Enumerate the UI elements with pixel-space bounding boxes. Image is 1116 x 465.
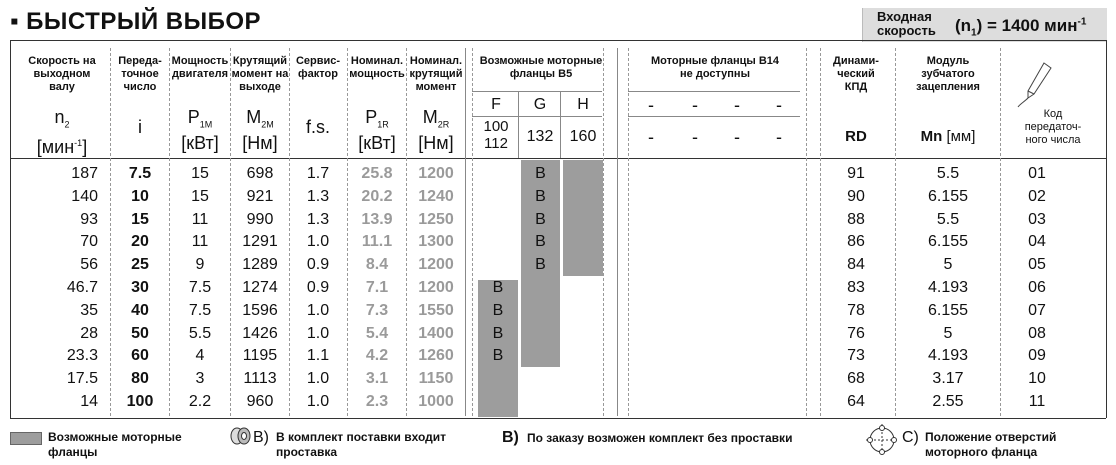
cell-m2m: 698 xyxy=(246,165,274,182)
cell-fs: 1.1 xyxy=(306,347,330,365)
b5-letter-f: F xyxy=(491,96,501,113)
header-b5: Возможные моторные фланцы B5 xyxy=(479,55,603,80)
cell-p1m: 2.2 xyxy=(188,393,212,410)
b14-dash: - xyxy=(734,127,740,147)
cell-rd: 91 xyxy=(847,165,865,182)
cell-i: 100 xyxy=(126,393,154,410)
cell-m2r: 1300 xyxy=(418,233,454,251)
column-divider xyxy=(465,48,466,416)
input-speed-label-1: Входная xyxy=(877,9,932,24)
header-rule xyxy=(10,158,1106,159)
cell-rd: 64 xyxy=(847,393,865,410)
cell-rd: 78 xyxy=(847,301,865,319)
cell-p1m: 15 xyxy=(191,165,209,182)
pen-icon xyxy=(1014,60,1054,108)
b5-size-f: 100 112 xyxy=(483,118,509,152)
cell-n2: 28 xyxy=(80,324,98,342)
cell-m2r: 1150 xyxy=(418,370,454,388)
cell-m2m: 1195 xyxy=(242,347,278,365)
b5-rule xyxy=(472,116,602,117)
cell-fs: 1.0 xyxy=(306,393,330,410)
input-speed-value: $(n_1) = 1400$ мин$^{-1}$ xyxy=(955,16,1087,39)
cell-m2r: 1000 xyxy=(418,393,454,410)
cell-code: 02 xyxy=(1028,187,1046,205)
cell-p1r: 25.8 xyxy=(361,165,393,182)
symbol-fs: f.s. xyxy=(305,117,330,137)
b14-dash: - xyxy=(776,127,782,147)
b14-dash: - xyxy=(776,95,782,115)
cell-mn: 5 xyxy=(943,324,953,342)
cell-p1m: 4 xyxy=(195,347,205,365)
cell-rd: 83 xyxy=(847,279,865,296)
legend-with-spacer: В комплект поставки входит проставка xyxy=(276,430,447,459)
cell-rd: 90 xyxy=(847,187,865,205)
cell-m2m: 1289 xyxy=(242,256,278,274)
cell-m2r: 1200 xyxy=(418,165,454,182)
cell-p1r: 20.2 xyxy=(361,187,393,205)
flange-h-bar xyxy=(563,160,603,276)
cell-mn: 6.155 xyxy=(927,233,969,251)
cell-n2: 46.7 xyxy=(66,279,98,296)
cell-mn: 5 xyxy=(943,256,953,274)
cell-mn: 5.5 xyxy=(936,165,960,182)
b14-dash: - xyxy=(648,95,654,115)
cell-m2m: 1291 xyxy=(242,233,278,251)
cell-fs: 1.0 xyxy=(306,233,330,251)
cell-f: B xyxy=(492,301,504,319)
b5-size-h: 160 xyxy=(569,128,597,145)
cell-mn: 6.155 xyxy=(927,301,969,319)
legend-b-symbol: B) xyxy=(253,429,269,446)
cell-rd: 68 xyxy=(847,370,865,388)
cell-m2r: 1250 xyxy=(418,210,454,228)
cell-g: B xyxy=(535,256,546,274)
input-speed-box xyxy=(862,8,1107,42)
cell-p1r: 8.4 xyxy=(365,256,389,274)
cell-mn: 5.5 xyxy=(936,210,960,228)
header-b14: Моторные фланцы B14 не доступны xyxy=(651,55,779,80)
cell-i: 80 xyxy=(131,370,149,388)
cell-mn: 4.193 xyxy=(927,347,969,365)
symbol-p1m: $P_{1M}$ [кВт] xyxy=(181,107,219,153)
cell-m2m: 921 xyxy=(246,187,274,205)
column-divider xyxy=(518,92,519,158)
cell-p1m: 7.5 xyxy=(188,301,212,319)
cell-i: 15 xyxy=(131,210,149,228)
column-divider xyxy=(806,48,807,416)
header-m2r: Номинал. крутящий момент xyxy=(409,55,463,93)
legend-c-symbol: C) xyxy=(902,429,919,446)
spacer-icon xyxy=(228,426,254,446)
column-divider xyxy=(472,48,473,416)
input-speed-label-2: скорость xyxy=(877,23,936,38)
b5-rule xyxy=(472,91,602,92)
cell-m2m: 1113 xyxy=(243,370,277,388)
legend-b-only: B) xyxy=(502,429,519,446)
cell-fs: 1.3 xyxy=(306,187,330,205)
header-p1m: Мощность двигателя xyxy=(171,55,229,80)
cell-m2r: 1550 xyxy=(418,301,454,319)
cell-p1m: 3 xyxy=(195,370,205,388)
column-divider xyxy=(1000,48,1001,416)
legend-possible-flanges: Возможные моторные фланцы xyxy=(48,430,182,459)
symbol-mn: Mn [мм] xyxy=(920,128,976,145)
cell-rd: 76 xyxy=(847,324,865,342)
cell-m2m: 1596 xyxy=(242,301,278,319)
flange-holes-icon xyxy=(862,422,902,458)
b14-rule xyxy=(628,116,800,117)
header-n2: Скорость на выходном валу xyxy=(28,55,96,93)
cell-mn: 2.55 xyxy=(932,393,964,410)
cell-code: 03 xyxy=(1028,210,1046,228)
cell-p1m: 11 xyxy=(191,210,209,228)
column-divider xyxy=(560,92,561,158)
cell-i: 10 xyxy=(131,187,149,205)
cell-fs: 1.3 xyxy=(306,210,330,228)
cell-m2r: 1200 xyxy=(418,256,454,274)
cell-m2m: 960 xyxy=(246,393,274,410)
cell-n2: 187 xyxy=(71,165,98,182)
b14-dash: - xyxy=(692,95,698,115)
cell-g: B xyxy=(535,233,546,251)
column-divider xyxy=(895,48,896,416)
cell-code: 10 xyxy=(1028,370,1046,388)
cell-i: 30 xyxy=(131,279,149,296)
cell-code: 04 xyxy=(1028,233,1046,251)
cell-code: 01 xyxy=(1028,165,1046,182)
cell-rd: 88 xyxy=(847,210,865,228)
cell-mn: 4.193 xyxy=(927,279,969,296)
legend-without-spacer: По заказу возможен комплект без проставки xyxy=(527,431,793,445)
cell-rd: 73 xyxy=(847,347,865,365)
b14-dash: - xyxy=(692,127,698,147)
table-left-border xyxy=(10,40,11,418)
cell-p1r: 5.4 xyxy=(365,324,389,342)
cell-m2m: 990 xyxy=(246,210,274,228)
symbol-m2m: $M_{2M}$ [Нм] xyxy=(242,107,278,153)
cell-p1r: 7.1 xyxy=(365,279,389,296)
header-mn: Модуль зубчатого зацепления xyxy=(916,55,980,93)
top-rule xyxy=(10,40,1106,41)
cell-rd: 86 xyxy=(847,233,865,251)
cell-fs: 1.7 xyxy=(306,165,330,182)
cell-fs: 1.0 xyxy=(306,370,330,388)
cell-i: 20 xyxy=(131,233,149,251)
header-i: Переда- точное число xyxy=(118,55,162,93)
b5-letter-h: H xyxy=(577,96,589,113)
header-fs: Сервис- фактор xyxy=(295,55,341,80)
legend-swatch xyxy=(10,432,42,445)
column-divider xyxy=(628,48,629,416)
cell-f: B xyxy=(492,279,504,296)
cell-p1m: 9 xyxy=(195,256,205,274)
cell-code: 09 xyxy=(1028,347,1046,365)
header-m2m: Крутящий момент на выходе xyxy=(231,55,289,93)
symbol-i: i xyxy=(138,117,142,137)
symbol-n2: $n_2$ [мин$^{-1}$] xyxy=(36,107,88,157)
page-title: ▪ БЫСТРЫЙ ВЫБОР xyxy=(10,8,261,35)
cell-i: 25 xyxy=(131,256,149,274)
cell-m2m: 1426 xyxy=(242,324,278,342)
column-divider xyxy=(1106,40,1107,418)
symbol-m2r: $M_{2R}$ [Нм] xyxy=(418,107,454,153)
cell-m2r: 1260 xyxy=(418,347,454,365)
cell-code: 07 xyxy=(1028,301,1046,319)
cell-n2: 35 xyxy=(80,301,98,319)
legend-holes: Положение отверстий моторного фланца xyxy=(925,430,1057,459)
symbol-p1r: $P_{1R}$ [кВт] xyxy=(358,107,396,153)
cell-n2: 14 xyxy=(80,393,98,410)
cell-code: 05 xyxy=(1028,256,1046,274)
cell-m2r: 1240 xyxy=(418,187,454,205)
cell-p1r: 13.9 xyxy=(361,210,393,228)
cell-n2: 70 xyxy=(80,233,98,251)
cell-m2r: 1200 xyxy=(418,279,454,296)
cell-p1m: 11 xyxy=(191,233,209,251)
column-divider xyxy=(603,48,604,416)
cell-i: 40 xyxy=(131,301,149,319)
cell-p1m: 7.5 xyxy=(188,279,212,296)
cell-g: B xyxy=(535,210,546,228)
cell-mn: 3.17 xyxy=(932,370,964,388)
cell-i: 60 xyxy=(131,347,149,365)
b14-dash: - xyxy=(648,127,654,147)
cell-n2: 23.3 xyxy=(66,347,98,365)
cell-fs: 1.0 xyxy=(306,324,330,342)
cell-i: 7.5 xyxy=(128,165,152,182)
cell-m2m: 1274 xyxy=(242,279,278,296)
cell-i: 50 xyxy=(131,324,149,342)
b5-size-g: 132 xyxy=(526,128,554,145)
cell-rd: 84 xyxy=(847,256,865,274)
header-code: Код передаточ- ного числа xyxy=(1024,108,1082,146)
cell-n2: 140 xyxy=(71,187,98,205)
cell-f: B xyxy=(492,324,504,342)
cell-code: 06 xyxy=(1028,279,1046,296)
symbol-rd: RD xyxy=(845,128,867,145)
b5-letter-g: G xyxy=(533,96,547,113)
cell-code: 08 xyxy=(1028,324,1046,342)
cell-m2r: 1400 xyxy=(418,324,454,342)
cell-p1m: 15 xyxy=(191,187,209,205)
bottom-rule xyxy=(10,418,1106,419)
cell-p1r: 11.1 xyxy=(361,233,393,251)
cell-p1r: 7.3 xyxy=(365,301,389,319)
cell-n2: 56 xyxy=(80,256,98,274)
cell-n2: 17.5 xyxy=(66,370,98,388)
column-divider xyxy=(617,48,618,416)
cell-fs: 1.0 xyxy=(306,301,330,319)
cell-code: 11 xyxy=(1028,393,1046,410)
cell-p1m: 5.5 xyxy=(188,324,212,342)
cell-p1r: 2.3 xyxy=(365,393,389,410)
column-divider xyxy=(820,48,821,416)
header-rd: Динами- ческий КПД xyxy=(833,55,879,93)
cell-g: B xyxy=(535,187,546,205)
cell-n2: 93 xyxy=(80,210,98,228)
b14-rule xyxy=(628,91,800,92)
column-divider xyxy=(110,48,111,416)
cell-p1r: 4.2 xyxy=(365,347,389,365)
cell-g: B xyxy=(535,165,546,182)
b14-dash: - xyxy=(734,95,740,115)
cell-fs: 0.9 xyxy=(306,256,330,274)
cell-p1r: 3.1 xyxy=(365,370,389,388)
cell-mn: 6.155 xyxy=(927,187,969,205)
cell-f: B xyxy=(492,347,504,365)
header-p1r: Номинал. мощность xyxy=(349,55,405,80)
cell-fs: 0.9 xyxy=(306,279,330,296)
